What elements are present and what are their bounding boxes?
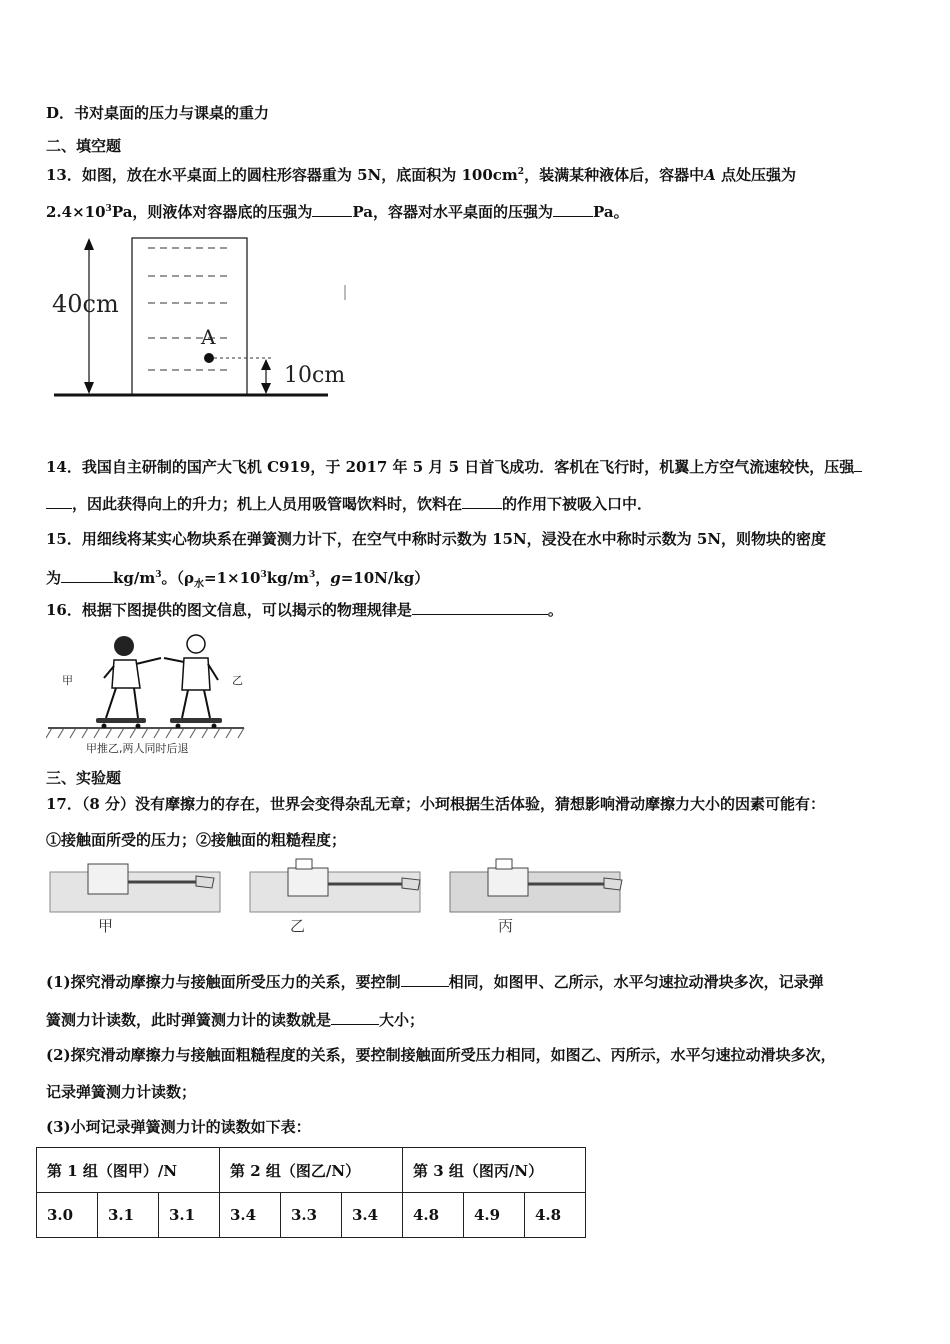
q17-line2: ①接触面所受的压力；②接触面的粗糙程度；: [46, 831, 347, 849]
sup-3: 3: [260, 570, 267, 580]
q15-text: 为: [46, 569, 62, 587]
q17-p3-line: (3)小珂记录弹簧测力计的读数如下表：: [46, 1118, 311, 1136]
q15-text: kg/m: [266, 569, 309, 587]
q14-line1: [46, 457, 862, 477]
q17-friction-figure: [46, 858, 646, 943]
q13-height-label: 40cm: [52, 290, 119, 318]
q17-p1-line2: [46, 1010, 424, 1030]
sup-3: 3: [308, 570, 316, 580]
section-fill-blank-title: 二、填空题: [46, 137, 122, 155]
q13-text: 点处压强为: [715, 166, 796, 184]
q17-text: (1)探究滑动摩擦力与接触面所受压力的关系，要控制: [46, 973, 401, 991]
q16-text: 16．根据下图提供的图文信息，可以揭示的物理规律是: [46, 601, 412, 619]
table-cell: 3.4: [220, 1193, 281, 1238]
table-header-row: [37, 1148, 586, 1193]
q15-text: kg/m: [113, 569, 156, 587]
q14-blank-1[interactable]: [854, 457, 862, 472]
q13-depth-label: 10cm: [284, 363, 346, 388]
q16-line: [46, 600, 563, 620]
q13-line1: [46, 162, 796, 185]
table-cell: 3.1: [159, 1193, 220, 1238]
q17-fig-label-3: 丙: [498, 917, 514, 935]
q14-text: ，因此获得向上的升力；机上人员用吸管喝饮料时，饮料在: [72, 495, 463, 513]
q17-text: 簧测力计读数，此时弹簧测力计的读数就是: [46, 1011, 332, 1029]
q15-line1: 15．用细线将某实心物块系在弹簧测力计下，在空气中称时示数为 15N，浸没在水中称时示数为 5N，则物块的密度: [46, 530, 827, 548]
table-cell: 3.1: [98, 1193, 159, 1238]
q12-option-d: D．书对桌面的压力与课桌的重力: [46, 104, 270, 122]
q13-line2: [46, 199, 629, 222]
table-header-cell: 第 2 组（图乙/N）: [220, 1148, 403, 1193]
section-experiment-title: 三、实验题: [46, 769, 122, 787]
q17-text: 大小；: [379, 1011, 425, 1029]
table-header-cell: 第 3 组（图丙/N）: [403, 1148, 586, 1193]
q14-line2: [46, 494, 652, 514]
q14-blank-1-cont[interactable]: [46, 494, 72, 509]
q15-blank[interactable]: [61, 568, 113, 583]
sup-2: 2: [517, 167, 525, 177]
q15-text: =10N/kg）: [340, 569, 430, 587]
q17-blank-1[interactable]: [401, 972, 449, 987]
sup-3: 3: [155, 570, 162, 580]
q14-text: 14．我国自主研制的国产大飞机 C919，于 2017 年 5 月 5 日首飞成功．客机在飞行时，机翼上方空气流速较快，压强: [46, 458, 855, 476]
q15-line2: [46, 565, 429, 595]
q15-subscript: 水: [194, 579, 204, 590]
q13-text: Pa，则液体对容器底的压强为: [111, 203, 313, 221]
q17-line1: 17．（8 分）没有摩擦力的存在，世界会变得杂乱无章；小珂根据生活体验，猜想影响滑动摩擦力大小的因素可能有：: [46, 795, 826, 813]
table-row: [37, 1193, 586, 1238]
q17-p2-line2: 记录弹簧测力计读数；: [46, 1083, 197, 1101]
q16-blank[interactable]: [412, 600, 548, 615]
q16-caption: 甲推乙,两人同时后退: [86, 742, 189, 755]
q15-text: ，: [315, 569, 331, 587]
q16-label-left: 甲: [62, 674, 73, 687]
q15-g-symbol: g: [330, 569, 341, 587]
q17-p1-line1: [46, 972, 824, 992]
q17-p2-line1: (2)探究滑动摩擦力与接触面粗糙程度的关系，要控制接触面所受压力相同，如图乙、丙所示，水平匀速拉动滑块多次，: [46, 1046, 836, 1064]
q13-blank-2[interactable]: [553, 202, 593, 217]
q14-text: 的作用下被吸入口中．: [502, 495, 653, 513]
q13-text: 2.4×10: [46, 203, 106, 221]
q13-text: Pa，容器对水平桌面的压强为: [352, 203, 554, 221]
q17-blank-2[interactable]: [331, 1010, 379, 1025]
table-cell: 3.3: [281, 1193, 342, 1238]
q17-text: 相同，如图甲、乙所示，水平匀速拉动滑块多次，记录弹: [448, 973, 824, 991]
table-cell: 3.0: [37, 1193, 98, 1238]
q17-data-table: [36, 1147, 586, 1238]
q16-skaters-figure: [46, 630, 256, 760]
q13-blank-1[interactable]: [312, 202, 352, 217]
q17-fig-label-1: 甲: [98, 917, 114, 935]
q13-point-label: A: [704, 166, 716, 184]
table-cell: 4.8: [403, 1193, 464, 1238]
q13-text: ，装满某种液体后，容器中: [524, 166, 705, 184]
q14-blank-2[interactable]: [462, 494, 502, 509]
q13-point-a-label: A: [201, 325, 216, 349]
table-cell: 4.8: [525, 1193, 586, 1238]
table-cell: 3.4: [342, 1193, 403, 1238]
table-header-cell: 第 1 组（图甲）/N: [37, 1148, 220, 1193]
q17-fig-label-2: 乙: [290, 917, 306, 935]
q16-text: 。: [547, 601, 563, 619]
q13-container-figure: [46, 230, 366, 405]
sup-3: 3: [105, 204, 112, 214]
q13-text: Pa。: [593, 203, 629, 221]
q15-text: =1×10: [204, 569, 261, 587]
q13-text: 13．如图，放在水平桌面上的圆柱形容器重为 5N，底面积为 100cm: [46, 166, 518, 184]
table-cell: 4.9: [464, 1193, 525, 1238]
q16-label-right: 乙: [232, 674, 243, 687]
q15-text: 。（ρ: [161, 569, 194, 587]
